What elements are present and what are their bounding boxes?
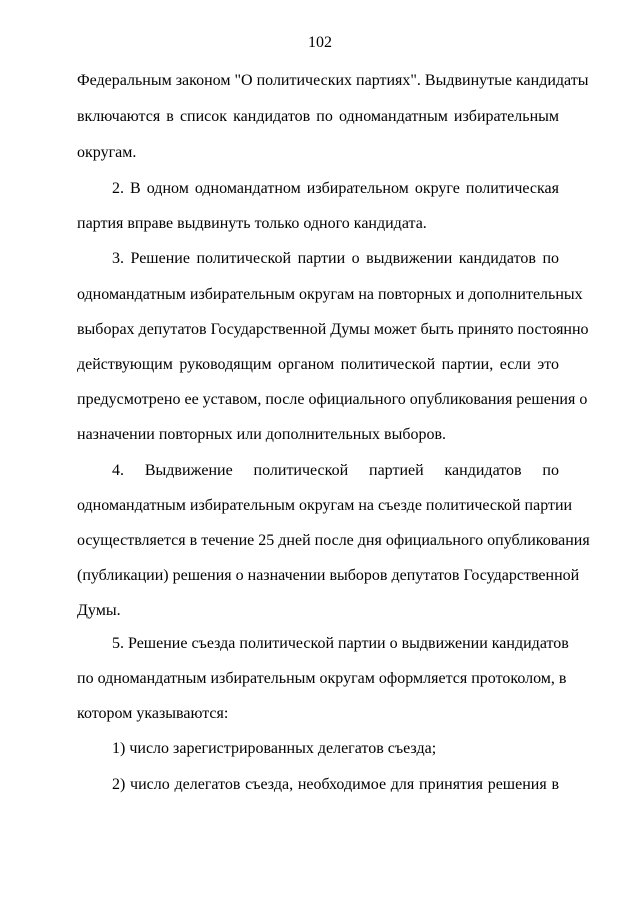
- text-line: назначении повторных или дополнительных выборов.: [77, 426, 447, 443]
- text-line: 2. В одном одномандатном избирательном округе политическая: [112, 180, 559, 197]
- page-number: 102: [308, 34, 332, 51]
- text-line: одномандатным избирательным округам на съезде политической партии: [77, 497, 573, 514]
- text-line: округам.: [77, 144, 137, 161]
- text-line: Федеральным законом "О политических партиях". Выдвинутые кандидаты: [77, 72, 589, 89]
- text-line: выборах депутатов Государственной Думы может быть принято постоянно: [77, 321, 589, 338]
- text-line: 2) число делегатов съезда, необходимое для принятия решения в: [112, 776, 559, 793]
- text-line: предусмотрено ее уставом, после официального опубликования решения о: [77, 391, 588, 408]
- text-line: Думы.: [77, 602, 121, 619]
- text-line: 4. Выдвижение политической партией кандидатов по: [112, 462, 559, 479]
- text-line: осуществляется в течение 25 дней после дня официального опубликования: [77, 532, 590, 549]
- text-line: одномандатным избирательным округам на повторных и дополнительных: [77, 286, 583, 303]
- text-line: котором указываются:: [77, 705, 229, 722]
- text-line: 3. Решение политической партии о выдвижении кандидатов по: [112, 250, 559, 267]
- text-line: действующим руководящим органом политической партии, если это: [77, 356, 559, 373]
- text-line: партия вправе выдвинуть только одного кандидата.: [77, 215, 427, 232]
- text-line: 1) число зарегистрированных делегатов съезда;: [112, 740, 437, 757]
- text-line: по одномандатным избирательным округам оформляется протоколом, в: [77, 670, 567, 687]
- text-line: 5. Решение съезда политической партии о выдвижении кандидатов: [112, 635, 569, 652]
- text-line: включаются в список кандидатов по одномандатным избирательным: [77, 108, 559, 125]
- text-line: (публикации) решения о назначении выборов депутатов Государственной: [77, 567, 580, 584]
